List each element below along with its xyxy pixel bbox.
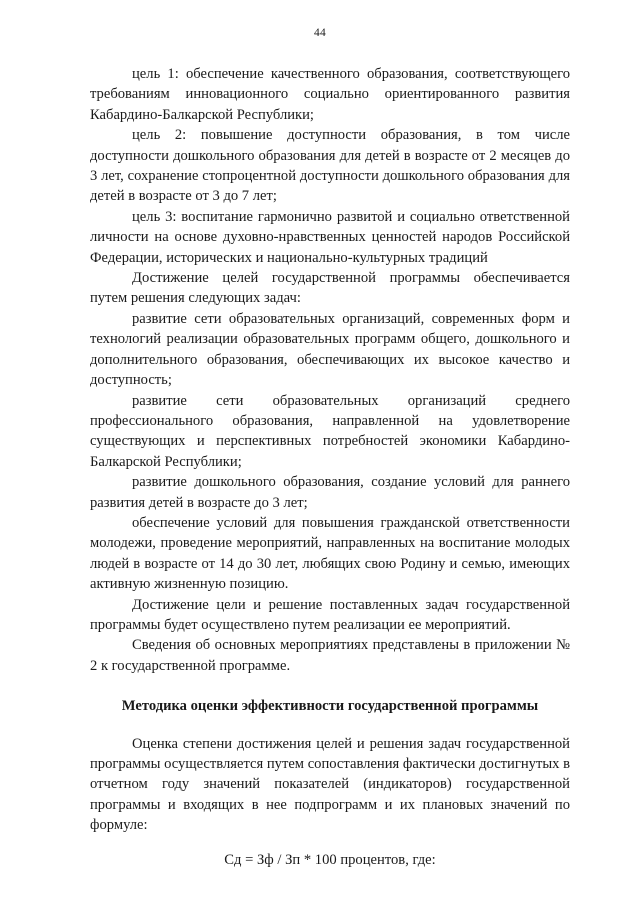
task-2-paragraph: развитие сети образовательных организаций среднего профессионального образования, направленной на удовлетворение существующих и перспективных потребностей экономики Кабардино-Балкарской Республики;: [90, 392, 570, 470]
task-4-paragraph: обеспечение условий для повышения гражданской ответственности молодежи, проведение мероприятий, направленных на воспитание молодых людей в возрасте от 14 до 30 лет, любящих свою Родину и семью, имеющих активную жизненную позицию.: [90, 514, 570, 593]
task-3-paragraph: развитие дошкольного образования, создание условий для раннего развития детей в возрасте до 3 лет;: [90, 474, 570, 511]
tasks-intro-paragraph: Достижение целей государственной программы обеспечивается путем решения следующих задач:: [90, 270, 570, 307]
document-body: [90, 64, 570, 870]
evaluation-paragraph: Оценка степени достижения целей и решения задач государственной программы осуществляется путем сопоставления фактически достигнутых в отчетном году значений показателей (индикаторов) государственной программы и входящих в нее подпрограмм и их плановых значений по формуле:: [90, 735, 570, 834]
goal-2-paragraph: цель 2: повышение доступности образования, в том числе доступности дошкольного образования для детей в возрасте от 2 месяцев до 3 лет, сохранение стопроцентной доступности дошкольного образования для детей в возрасте от 3 до 7 лет;: [90, 127, 570, 205]
formula: Сд = Зф / Зп * 100 процентов, где:: [224, 851, 436, 868]
goal-3-paragraph: цель 3: воспитание гармонично развитой и социально ответственной личности на основе духовно-нравственных ценностей народов Российской Федерации, исторических и национально-культурных традиций: [90, 208, 570, 266]
page-number: 44: [313, 27, 327, 39]
appendix-reference-paragraph: Сведения об основных мероприятиях представлены в приложении № 2 к государственной программе.: [90, 637, 570, 674]
section-heading: Методика оценки эффективности государственной программы: [121, 698, 539, 715]
task-1-paragraph: развитие сети образовательных организаций, современных форм и технологий реализации образовательных программ общего, дошкольного и дополнительного образования, обеспечивающих их высокое качество и доступность;: [90, 310, 570, 389]
goal-1-paragraph: цель 1: обеспечение качественного образования, соответствующего требованиям инновационного социально ориентированного развития Кабардино-Балкарской Республики;: [90, 66, 570, 123]
achievement-paragraph: Достижение цели и решение поставленных задач государственной программы будет осуществлено путем реализации ее мероприятий.: [90, 596, 570, 633]
